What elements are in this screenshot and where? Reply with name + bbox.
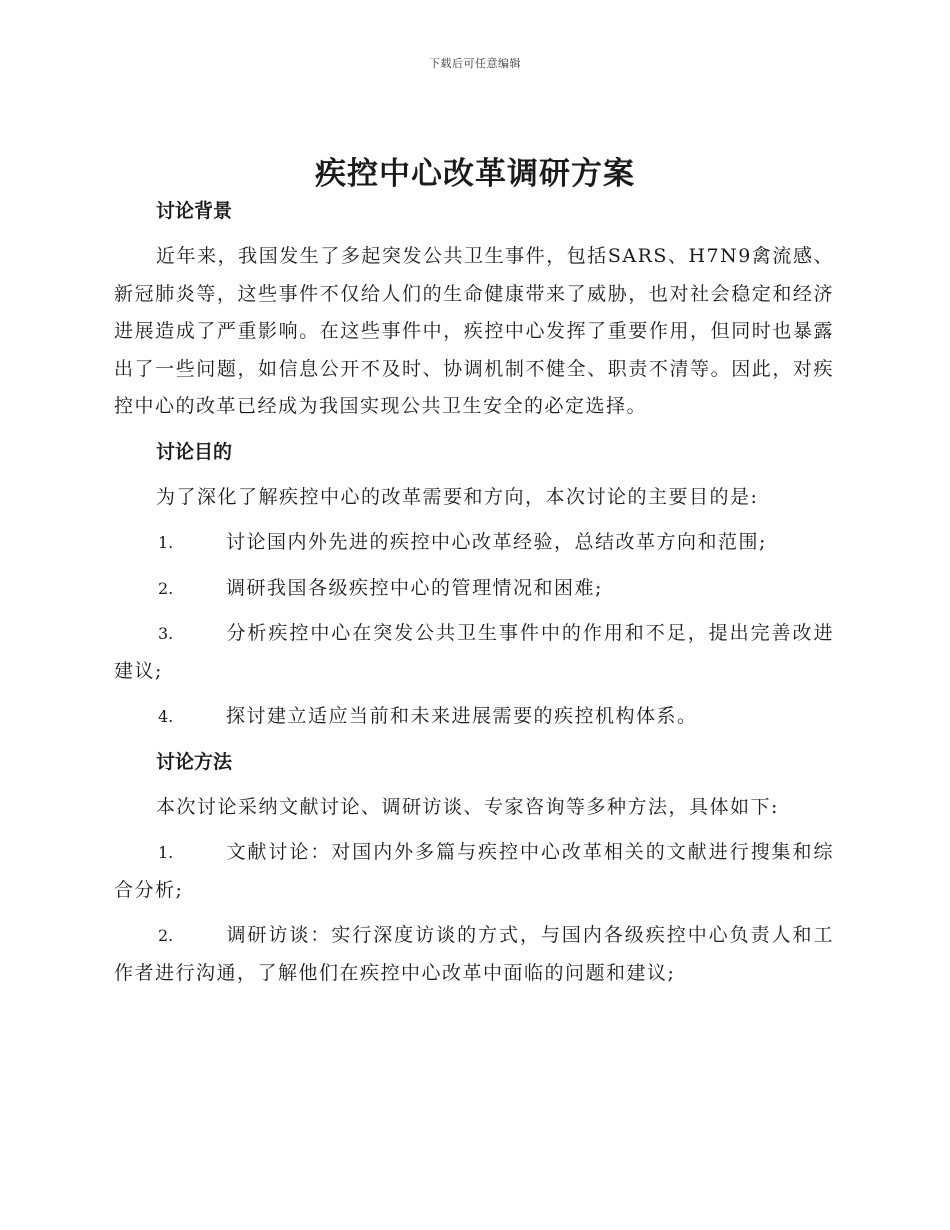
section-heading-background: 讨论背景 xyxy=(156,200,233,222)
list-number: 3. xyxy=(158,624,174,643)
list-number: 2. xyxy=(158,926,174,945)
section-heading-method: 讨论方法 xyxy=(156,750,233,773)
list-item xyxy=(114,570,834,608)
list-text: 探讨建立适应当前和未来进展需要的疾控机构体系。 xyxy=(226,705,698,727)
list-number: 4. xyxy=(158,707,174,726)
list-item xyxy=(114,524,834,562)
list-number: 1. xyxy=(158,843,174,862)
list-text: 调研访谈：实行深度访谈的方式，与国内各级疾控中心负责人和工作者进行沟通，了解他们在疾控中心改革中面临的问题和建议; xyxy=(114,924,834,984)
method-intro: 本次讨论采纳文献讨论、调研访谈、专家咨询等多种方法，具体如下: xyxy=(156,795,779,818)
list-number: 2. xyxy=(158,578,174,598)
list-item xyxy=(114,834,834,909)
list-text: 调研我国各级疾控中心的管理情况和困难; xyxy=(226,576,603,599)
section-heading-purpose: 讨论目的 xyxy=(156,440,233,463)
list-number: 1. xyxy=(158,533,174,552)
list-item xyxy=(114,698,834,736)
document-body xyxy=(114,193,834,1000)
list-text: 分析疾控中心在突发公共卫生事件中的作用和不足，提出完善改进建议; xyxy=(114,622,834,682)
list-text: 讨论国内外先进的疾控中心改革经验，总结改革方向和范围; xyxy=(226,531,767,553)
header-note: 下载后可任意编辑 xyxy=(429,57,521,70)
list-item xyxy=(114,615,834,690)
document-title: 疾控中心改革调研方案 xyxy=(315,156,635,192)
purpose-intro: 为了深化了解疾控中心的改革需要和方向，本次讨论的主要目的是: xyxy=(156,485,759,508)
list-text: 文献讨论：对国内外多篇与疾控中心改革相关的文献进行搜集和综合分析; xyxy=(114,841,834,901)
background-paragraph: 近年来，我国发生了多起突发公共卫生事件，包括SARS、H7N9禽流感、新冠肺炎等，这些事件不仅给人们的生命健康带来了威胁，也对社会稳定和经济进展造成了严重影响。在这些事件中，疾控中心发挥了重要作用，但同时也暴露出了一些问题，如信息公开不及时、协调机制不健全、职责不清等。因此，对疾控中心的改革已经成为我国实现公共卫生安全的必定选择。 xyxy=(114,245,834,417)
list-item xyxy=(114,917,834,992)
